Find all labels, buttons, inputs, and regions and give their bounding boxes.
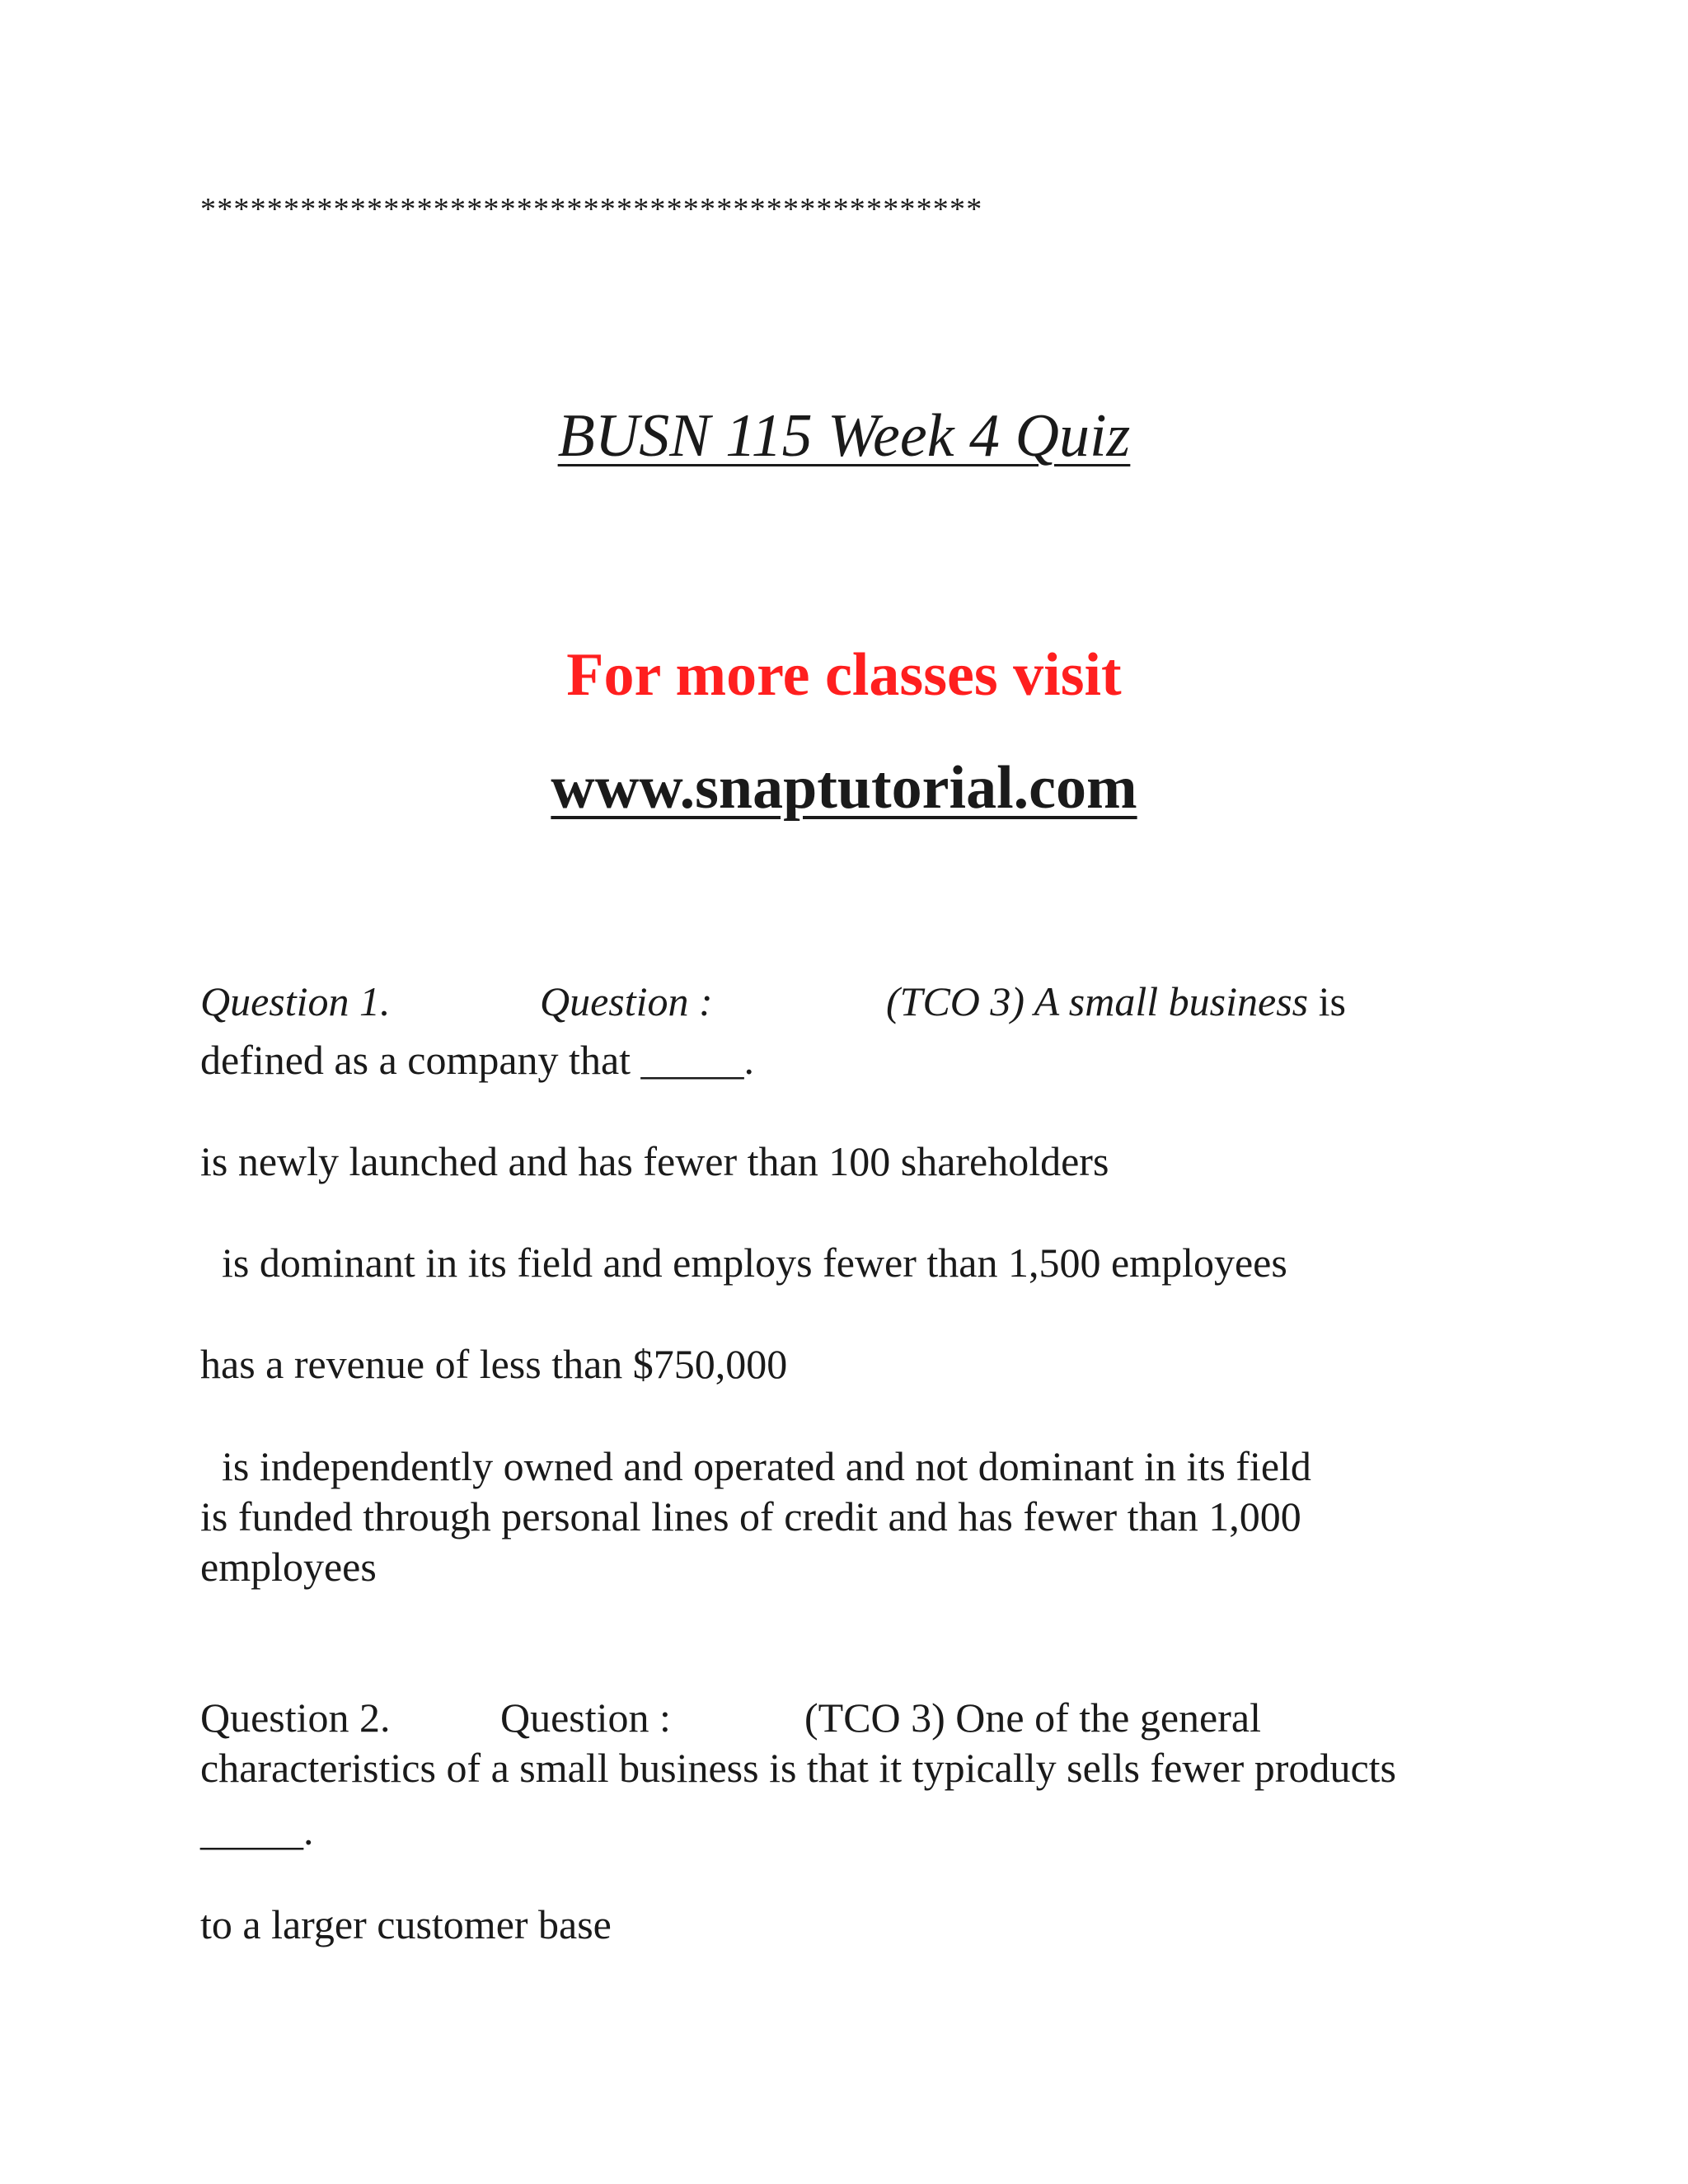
question-1-header: [200, 978, 1346, 1024]
question-1-prompt-line2: defined as a company that _____.: [200, 1037, 755, 1083]
question-2-header: [200, 1694, 1261, 1741]
question-1-option-4: is independently owned and operated and not dominant in its field: [222, 1443, 1311, 1489]
question-2-label: Question :: [500, 1694, 671, 1741]
question-1-number: Question 1.: [200, 978, 391, 1024]
question-1-label: Question :: [540, 978, 713, 1024]
question-1-option-5: is funded through personal lines of credit and has fewer than 1,000: [200, 1493, 1301, 1540]
question-1-option-1: is newly launched and has fewer than 100 shareholders: [200, 1138, 1109, 1184]
question-2-number: Question 2.: [200, 1694, 391, 1741]
question-1-prompt-rest: is: [1308, 978, 1346, 1024]
question-1-prompt: (TCO 3) A small business: [886, 978, 1309, 1024]
question-2-prompt-line2: characteristics of a small business is that it typically sells fewer products: [200, 1745, 1397, 1791]
star-divider: ***********************************************: [200, 192, 983, 227]
promo-text: For more classes visit: [566, 641, 1122, 709]
question-2-option-1: to a larger customer base: [200, 1901, 612, 1947]
question-1-option-3: has a revenue of less than $750,000: [200, 1341, 788, 1387]
question-2-prompt: (TCO 3) One of the general: [804, 1694, 1261, 1741]
question-1-option-5-cont: employees: [200, 1544, 377, 1590]
question-1-option-2: is dominant in its field and employs fewer than 1,500 employees: [222, 1240, 1287, 1286]
site-link[interactable]: www.snaptutorial.com: [551, 754, 1137, 822]
question-2-prompt-line3: _____.: [200, 1807, 314, 1854]
page-title: BUSN 115 Week 4 Quiz: [557, 402, 1131, 470]
